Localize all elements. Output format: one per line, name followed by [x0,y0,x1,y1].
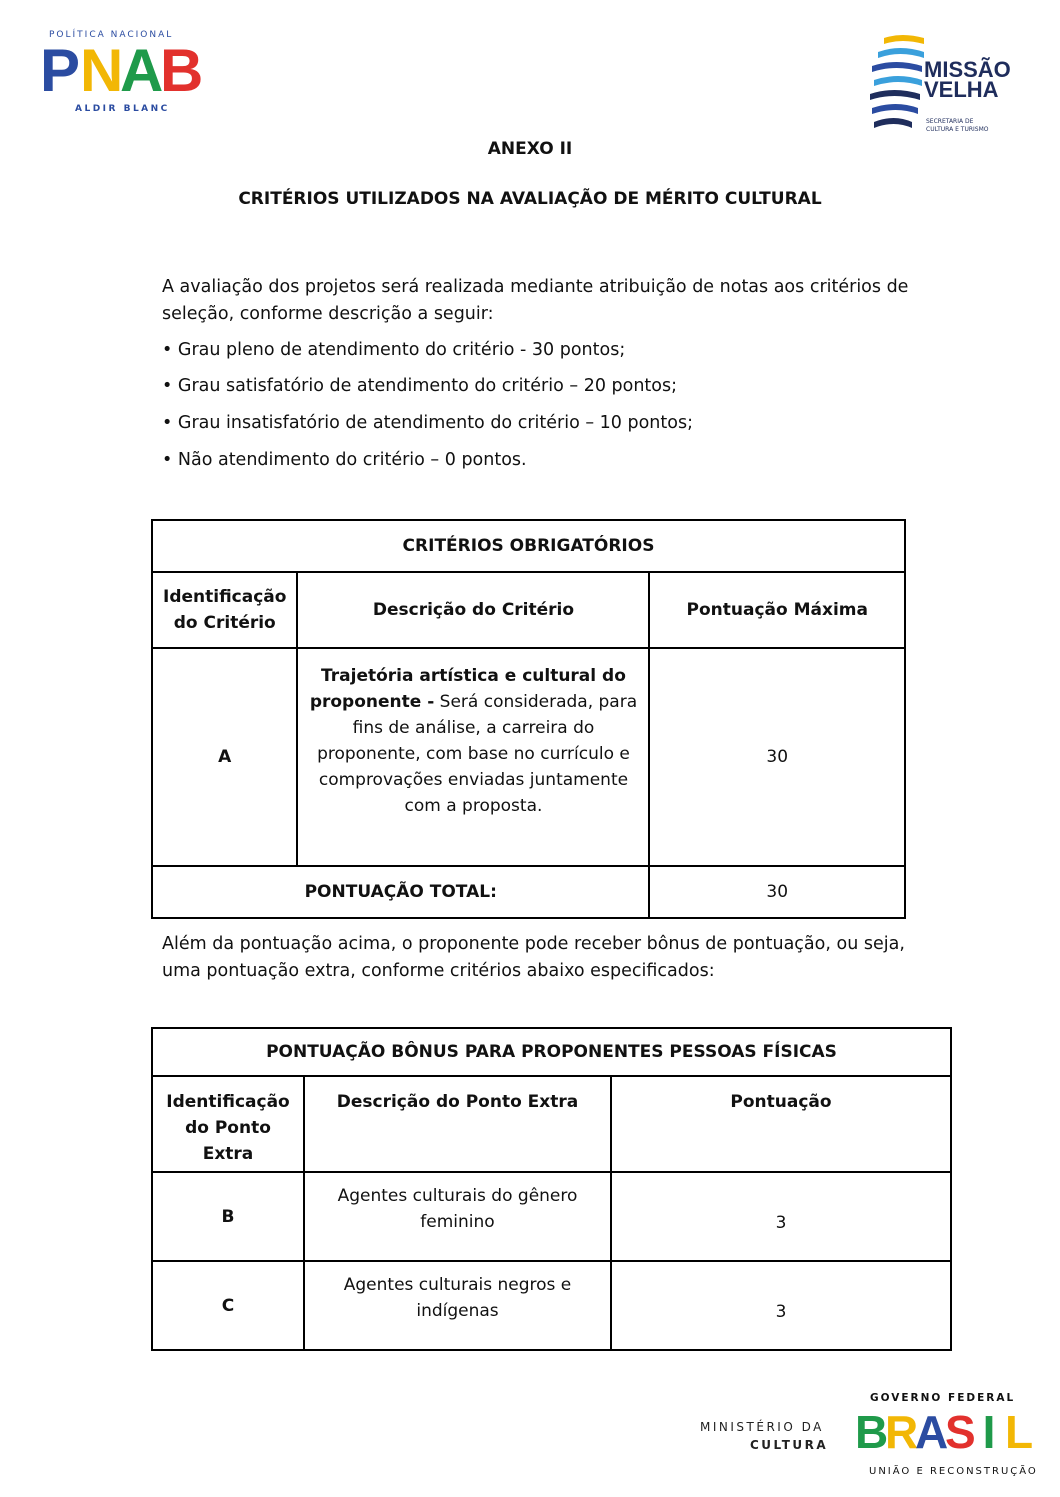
pnab-letter: B [160,37,204,104]
gov-letter: S [945,1406,976,1458]
mv-line2: VELHA [924,77,999,102]
mv-wordmark [924,57,1011,102]
ministry-logo [700,1418,828,1454]
pnab-letters [40,37,204,104]
header-cell: Descrição do Ponto Extra [304,1076,611,1172]
criterion-description-bold: Trajetória artística e cultural do proponente - [309,666,626,712]
bullet-item: • Grau satisfatório de atendimento do critério – 20 pontos; [162,376,678,396]
waves-icon [866,30,926,138]
bonus-paragraph: Além da pontuação acima, o proponente pode receber bônus de pontuação, ou seja, uma pontuação extra, conforme critérios abaixo especificados: [162,934,905,981]
gov-letters [855,1408,1033,1456]
bonus-description: Agentes culturais negros e indígenas [304,1261,611,1350]
intro-paragraph: A avaliação dos projetos será realizada mediante atribuição de notas aos critérios de seleção, conforme descrição a seguir: [162,277,909,324]
bonus-id: B [152,1172,304,1261]
gov-letter: I [982,1406,996,1458]
total-value: 30 [649,866,905,918]
bonus-description: Agentes culturais do gênero feminino [304,1172,611,1261]
ministry-line2: CULTURA [750,1438,829,1452]
criterion-score: 30 [649,648,905,866]
bonus-score: 3 [611,1172,951,1261]
mv-sub1: SECRETARIA DE [926,118,974,125]
pnab-letter: N [80,37,124,104]
criteria-table-title: CRITÉRIOS OBRIGATÓRIOS [152,520,905,572]
criteria-table [151,519,906,919]
criterion-description-text: Será considerada, para fins de análise, a carreira do proponente, com base no currículo e comprovações enviadas juntamente com a proposta. [317,692,638,816]
pnab-top-text: POLÍTICA NACIONAL [49,30,174,40]
document-title: CRITÉRIOS UTILIZADOS NA AVALIAÇÃO DE MÉRITO CULTURAL [238,189,822,209]
ministry-line1: MINISTÉRIO DA [700,1420,824,1434]
gov-letter: L [1005,1406,1034,1458]
gov-letter: A [915,1406,949,1458]
header-cell: Identificação do Critério [152,572,297,648]
table-row [152,1172,951,1261]
bonus-table [151,1027,952,1351]
pnab-letter: P [40,37,81,104]
header-cell: Pontuação [611,1076,951,1172]
government-logo [855,1392,1038,1482]
mv-line1: MISSÃO [924,57,1011,82]
gov-letter: B [855,1406,889,1458]
gov-letter: R [885,1406,919,1458]
pnab-logo [40,30,210,120]
annex-title: ANEXO II [487,139,573,159]
bonus-table-title: PONTUAÇÃO BÔNUS PARA PROPONENTES PESSOAS FÍSICAS [152,1028,951,1076]
pnab-bottom-text: ALDIR BLANC [75,104,170,114]
bullet-item: • Grau insatisfatório de atendimento do critério – 10 pontos; [162,413,693,433]
gov-top-text: GOVERNO FEDERAL [870,1392,1016,1404]
criterion-id: A [152,648,297,866]
mv-sub2: CULTURA E TURISMO [926,126,989,133]
header-cell: Descrição do Critério [297,572,649,648]
bonus-id: C [152,1261,304,1350]
bullet-item: • Grau pleno de atendimento do critério - 30 pontos; [162,340,626,360]
pnab-letter: A [120,37,164,104]
bonus-score: 3 [611,1261,951,1350]
total-label: PONTUAÇÃO TOTAL: [152,866,649,918]
criterion-description [297,648,649,866]
header-cell: Identificação do Ponto Extra [152,1076,304,1172]
bullet-item: • Não atendimento do critério – 0 pontos. [162,450,527,470]
header-cell: Pontuação Máxima [649,572,905,648]
gov-bottom-text: UNIÃO E RECONSTRUÇÃO [869,1466,1038,1477]
missao-velha-logo [866,30,1026,140]
table-row [152,1261,951,1350]
